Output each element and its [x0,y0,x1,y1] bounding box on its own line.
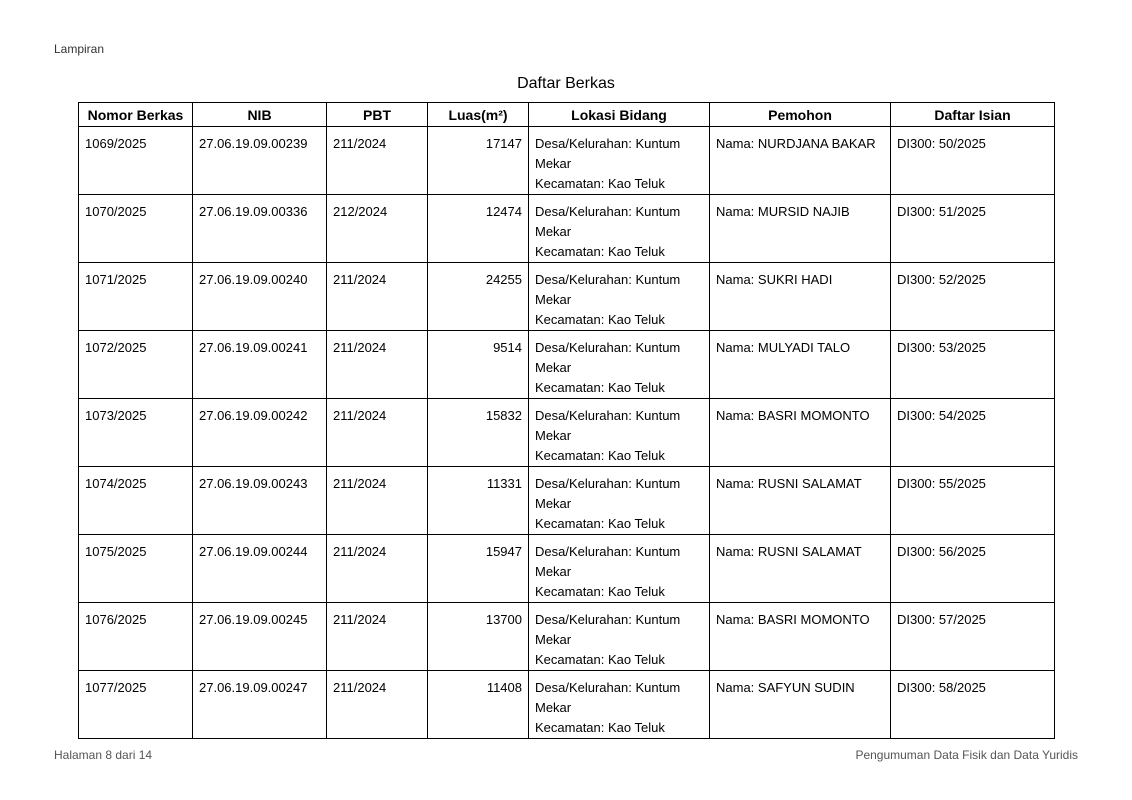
page-title: Daftar Berkas [517,75,615,92]
lokasi-line: Desa/Kelurahan: Kuntum [535,544,681,559]
cell-nib: 27.06.19.09.00241 [193,331,327,399]
cell-nomor-berkas: 1069/2025 [79,127,193,195]
cell-lokasi-bidang [529,671,710,739]
table-row [79,603,1055,671]
cell-nib: 27.06.19.09.00336 [193,195,327,263]
cell-pemohon: Nama: SAFYUN SUDIN [710,671,891,739]
lokasi-line: Desa/Kelurahan: Kuntum [535,272,681,287]
cell-pbt: 211/2024 [327,263,428,331]
column-header-daftar-isian: Daftar Isian [891,103,1055,127]
cell-pbt: 211/2024 [327,535,428,603]
lokasi-line: Mekar [535,632,572,647]
cell-pbt: 211/2024 [327,603,428,671]
lokasi-line: Kecamatan: Kao Teluk [535,584,665,599]
lokasi-line: Mekar [535,360,572,375]
cell-pbt: 211/2024 [327,127,428,195]
cell-nomor-berkas: 1074/2025 [79,467,193,535]
lokasi-line: Kecamatan: Kao Teluk [535,652,665,667]
cell-pemohon: Nama: BASRI MOMONTO [710,399,891,467]
lokasi-line: Desa/Kelurahan: Kuntum [535,204,681,219]
table-row [79,127,1055,195]
lokasi-line: Kecamatan: Kao Teluk [535,244,665,259]
table-row [79,331,1055,399]
column-header-luas: Luas(m²) [428,103,529,127]
cell-lokasi-bidang [529,399,710,467]
cell-pemohon: Nama: NURDJANA BAKAR [710,127,891,195]
table-row [79,399,1055,467]
cell-pemohon: Nama: SUKRI HADI [710,263,891,331]
cell-nib: 27.06.19.09.00239 [193,127,327,195]
lokasi-line: Kecamatan: Kao Teluk [535,448,665,463]
cell-nomor-berkas: 1073/2025 [79,399,193,467]
cell-pbt: 211/2024 [327,399,428,467]
column-header-pemohon: Pemohon [710,103,891,127]
lokasi-line: Kecamatan: Kao Teluk [535,312,665,327]
cell-lokasi-bidang [529,331,710,399]
cell-nomor-berkas: 1076/2025 [79,603,193,671]
page-number: Halaman 8 dari 14 [54,748,153,762]
cell-nib: 27.06.19.09.00242 [193,399,327,467]
berkas-table [78,102,1055,739]
cell-pbt: 211/2024 [327,671,428,739]
lokasi-line: Kecamatan: Kao Teluk [535,176,665,191]
cell-luas: 11331 [428,467,529,535]
cell-nib: 27.06.19.09.00243 [193,467,327,535]
cell-pemohon: Nama: MULYADI TALO [710,331,891,399]
lokasi-line: Mekar [535,564,572,579]
cell-daftar-isian: DI300: 57/2025 [891,603,1055,671]
cell-pbt: 212/2024 [327,195,428,263]
column-header-lokasi-bidang: Lokasi Bidang [529,103,710,127]
cell-pemohon: Nama: BASRI MOMONTO [710,603,891,671]
lokasi-line: Mekar [535,428,572,443]
cell-pemohon: Nama: RUSNI SALAMAT [710,535,891,603]
cell-luas: 11408 [428,671,529,739]
lokasi-line: Kecamatan: Kao Teluk [535,720,665,735]
cell-daftar-isian: DI300: 50/2025 [891,127,1055,195]
cell-nomor-berkas: 1071/2025 [79,263,193,331]
cell-daftar-isian: DI300: 51/2025 [891,195,1055,263]
lokasi-line: Desa/Kelurahan: Kuntum [535,408,681,423]
lokasi-line: Kecamatan: Kao Teluk [535,516,665,531]
document-name: Pengumuman Data Fisik dan Data Yuridis [855,748,1078,762]
cell-luas: 24255 [428,263,529,331]
cell-pbt: 211/2024 [327,467,428,535]
cell-daftar-isian: DI300: 52/2025 [891,263,1055,331]
cell-daftar-isian: DI300: 55/2025 [891,467,1055,535]
cell-nomor-berkas: 1077/2025 [79,671,193,739]
table-row [79,467,1055,535]
cell-luas: 17147 [428,127,529,195]
cell-daftar-isian: DI300: 56/2025 [891,535,1055,603]
cell-luas: 13700 [428,603,529,671]
cell-nomor-berkas: 1070/2025 [79,195,193,263]
lokasi-line: Kecamatan: Kao Teluk [535,380,665,395]
table-row [79,671,1055,739]
cell-lokasi-bidang [529,127,710,195]
column-header-pbt: PBT [327,103,428,127]
cell-nib: 27.06.19.09.00244 [193,535,327,603]
lokasi-line: Mekar [535,700,572,715]
lokasi-line: Desa/Kelurahan: Kuntum [535,476,681,491]
lokasi-line: Desa/Kelurahan: Kuntum [535,680,681,695]
column-header-nomor-berkas: Nomor Berkas [79,103,193,127]
cell-lokasi-bidang [529,535,710,603]
cell-lokasi-bidang [529,195,710,263]
cell-luas: 12474 [428,195,529,263]
lokasi-line: Mekar [535,224,572,239]
cell-luas: 15832 [428,399,529,467]
cell-nib: 27.06.19.09.00245 [193,603,327,671]
cell-nomor-berkas: 1075/2025 [79,535,193,603]
lokasi-line: Desa/Kelurahan: Kuntum [535,136,681,151]
cell-pemohon: Nama: RUSNI SALAMAT [710,467,891,535]
cell-lokasi-bidang [529,263,710,331]
table-row [79,195,1055,263]
cell-lokasi-bidang [529,467,710,535]
cell-nib: 27.06.19.09.00240 [193,263,327,331]
cell-luas: 15947 [428,535,529,603]
cell-nomor-berkas: 1072/2025 [79,331,193,399]
lokasi-line: Desa/Kelurahan: Kuntum [535,612,681,627]
lokasi-line: Mekar [535,292,572,307]
column-header-nib: NIB [193,103,327,127]
cell-lokasi-bidang [529,603,710,671]
cell-luas: 9514 [428,331,529,399]
header-label: Lampiran [54,42,105,56]
lokasi-line: Desa/Kelurahan: Kuntum [535,340,681,355]
cell-pemohon: Nama: MURSID NAJIB [710,195,891,263]
table-row [79,535,1055,603]
lokasi-line: Mekar [535,496,572,511]
cell-daftar-isian: DI300: 53/2025 [891,331,1055,399]
lokasi-line: Mekar [535,156,572,171]
table-body [79,127,1055,739]
cell-pbt: 211/2024 [327,331,428,399]
cell-daftar-isian: DI300: 58/2025 [891,671,1055,739]
table-row [79,263,1055,331]
cell-daftar-isian: DI300: 54/2025 [891,399,1055,467]
cell-nib: 27.06.19.09.00247 [193,671,327,739]
table-header-row [79,103,1055,127]
